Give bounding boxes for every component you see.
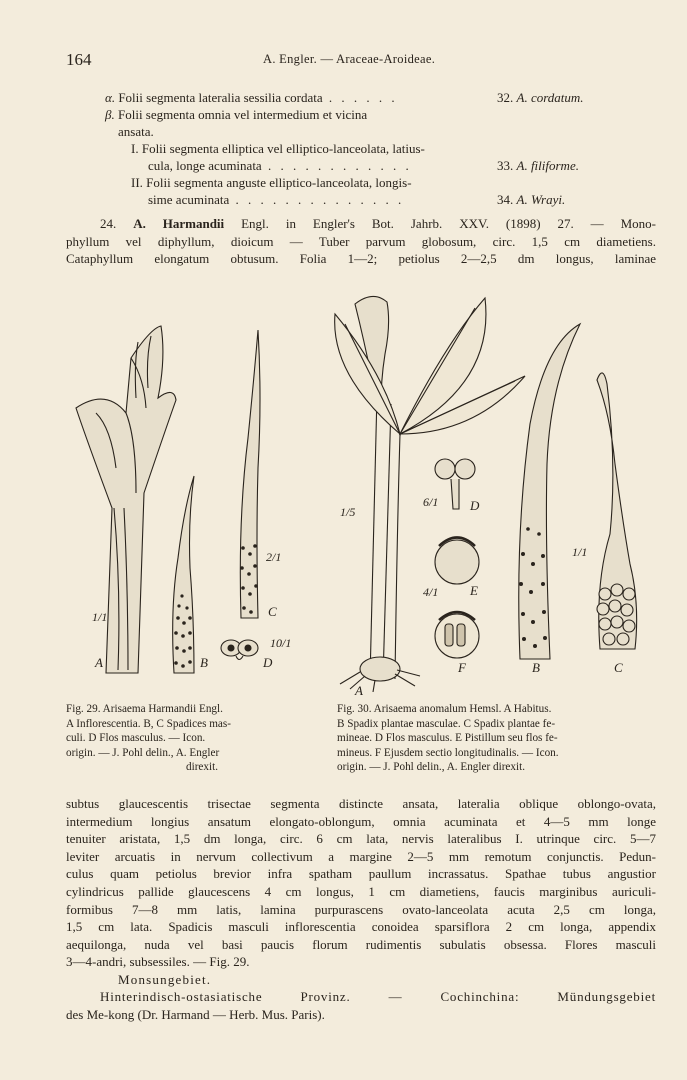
fig30-label-d: D: [470, 498, 480, 513]
fig29-spadix-b-drawing: [173, 476, 194, 673]
species-line: Engl. in Engler's Bot. Jahrb. XXV. (1898) 27. — Mono-: [241, 216, 656, 231]
fig30-scale-bc: 1/1: [572, 545, 588, 559]
key-line: II. Folii segmenta anguste elliptico-lanceolata, longis-: [131, 175, 412, 190]
key-ref: 34. A. Wrayi.: [497, 192, 566, 207]
fig30-caption: Fig. 30. Arisaema anomalum Hemsl. A Habitus. B Spadix plantae masculae. C Spadix plantae fe- mineae. D Flos masculus. E Pistillum seu flos fe- mineus. F Ejusdem sectio longitudinalis. — Icon. origin. — J. Pohl delin., A. Engler direxit.: [337, 703, 559, 774]
distribution: Hinterindisch-ostasiatische Provinz. — Cochinchina: Mündungsgebiet des Me-kong (Dr. Harmand — Herb. Mus. Paris).: [66, 989, 656, 1022]
species-line: Cataphyllum elongatum obtusum. Folia 1—2; petiolus 2—2,5 dm longus, laminae: [66, 251, 656, 267]
fig30-spadix-c-drawing: [597, 373, 637, 649]
figure-30-illustration: [325, 284, 655, 692]
fig29-label-b: B: [200, 655, 208, 670]
fig30-scale-d: 6/1: [423, 495, 439, 509]
fig29-male-flower-drawing: [221, 640, 258, 660]
fig29-spathe-drawing: [76, 326, 176, 673]
fig30-pistil-drawing: [435, 538, 479, 585]
fig30-scale-a: 1/5: [340, 505, 356, 519]
fig29-scale-a: 1/1: [92, 610, 108, 624]
fig30-label-f: F: [458, 660, 466, 675]
key-line: sime acuminata . . . . . . . . . . . . . .: [148, 192, 405, 207]
fig30-label-a: A: [355, 683, 363, 698]
key-line: β. Folii segmenta omnia vel intermedium et vicina: [105, 107, 368, 122]
page-number: 164: [66, 50, 92, 69]
key-ref: 33. A. filiforme.: [497, 158, 579, 173]
description-body: subtus glaucescentis trisectae segmenta distincte ansata, lateralia oblique oblongo-ovata, intermedium longius ansatum elongato-oblongum, omnia acuminata et 4—5 mm longe tenuiter aristata, 1,5 dm longa, circ. 6 cm lata, nervis lateralibus I. utrinque circ. 5—7 leviter arcuatis in nervum collectivum a margine 2—5 mm remotum conjunctis. Pedun- culus quam petiolus brevior infra spatham paullum incrassatus. Spathae tubus angustior cylindricus pallide glaucescens 4 cm longus, 1 cm diametiens, faucis marginibus auriculi- formibus 7—8 mm latis, lamina purpurascens ovato-lanceolata acuta 2,5 cm longa, 1,5 cm lata. Spadicis masculi inflorescentia conoidea sparsiflora 2 cm longa, appendix aequilonga, nuda vel basi paucis florum rudimentis subulatis obsessa. Flores masculi 3—4-andri, subsessiles. — Fig. 29.: [66, 796, 656, 970]
fig30-spadix-b-drawing: [519, 324, 580, 659]
species-line: phyllum vel diphyllum, dioicum — Tuber parvum globosum, circ. 1,5 cm diametiens.: [66, 233, 656, 249]
fig30-label-b: B: [532, 660, 540, 675]
fig29-caption: Fig. 29. Arisaema Harmandii Engl. A Inflorescentia. B, C Spadices mas- culi. D Flos masculus. — Icon. origin. — J. Pohl delin., A. Engler direxit.: [66, 703, 231, 774]
key-line: α. Folii segmenta lateralia sessilia cordata . . . . . .: [105, 90, 398, 105]
key-line: cula, longe acuminata . . . . . . . . . . . .: [148, 158, 412, 173]
region-heading: Monsungebiet.: [118, 972, 212, 987]
fig30-male-flower-drawing: [435, 459, 475, 509]
fig29-scale-c: 2/1: [266, 550, 282, 564]
species-number: 24.: [100, 216, 117, 231]
fig30-label-e: E: [470, 583, 478, 598]
fig30-label-c: C: [614, 660, 623, 675]
fig29-scale-d: 10/1: [270, 636, 292, 650]
species-name: A. Harmandii: [133, 216, 225, 231]
fig30-scale-e: 4/1: [423, 585, 439, 599]
fig30-section-drawing: [435, 612, 479, 658]
fig29-label-c: C: [268, 604, 277, 619]
running-title: A. Engler. — Araceae-Aroideae.: [263, 52, 436, 66]
key-line: I. Folii segmenta elliptica vel elliptico-lanceolata, latius-: [131, 141, 425, 156]
key-line: ansata.: [118, 124, 154, 139]
key-ref: 32. A. cordatum.: [497, 90, 584, 105]
species-entry: [66, 215, 656, 268]
fig29-spadix-c-drawing: [240, 330, 260, 618]
fig29-label-a: A: [95, 655, 103, 670]
figure-29-illustration: [66, 318, 316, 688]
fig29-label-d: D: [263, 655, 273, 670]
